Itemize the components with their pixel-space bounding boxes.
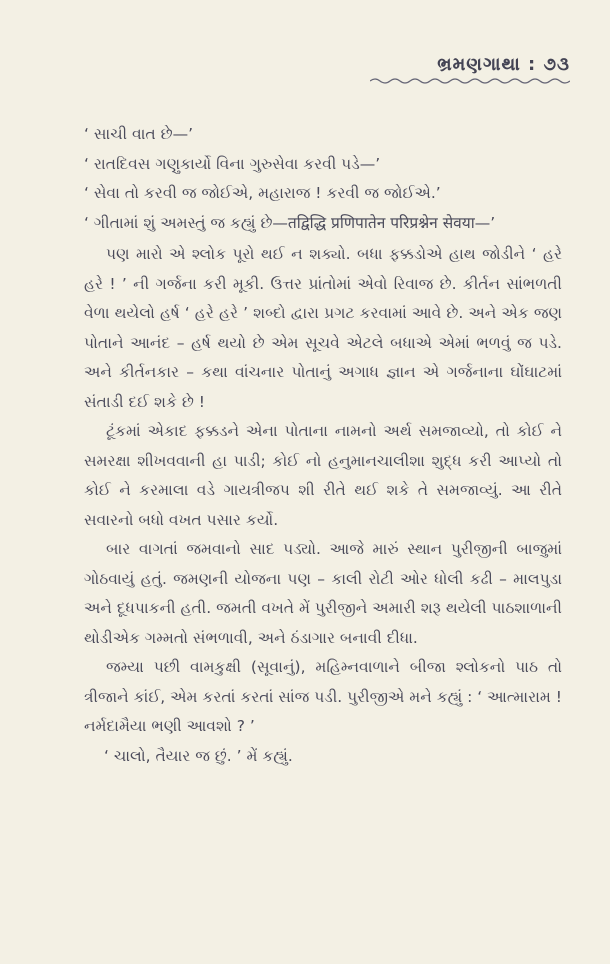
dialog-line: ‘ રાતદિવસ ગણુકાર્યો વિના ગુરુસેવા કરવી પડે—’: [84, 154, 381, 173]
wavy-underline-ornament: [370, 77, 570, 85]
closing-line: ‘ ચાલો, તૈયાર જ છું. ’ મેં કહ્યું.: [104, 746, 293, 765]
page-body: [84, 120, 562, 771]
running-header: [370, 54, 570, 85]
running-title: ભ્રમણગાથા : ૭૩: [437, 54, 570, 75]
paragraph: બાર વાગતાં જમવાનો સાદ પડ્યો. આજે મારું સ્થાન પુરીજીની બાજુમાં ગોઠવાયું હતું. જમણની યોજના પણ – કાલી રોટી ઓર ધોલી કઢી – માલપુડા અને દૂધપાકની હતી. જમતી વખતે મેં પુરીજીને અમારી શરૂ થયેલી પાઠશાળાની થોડીએક ગમ્મતો સંભળાવી, અને ઠંડાગાર બનાવી દીધા.: [84, 540, 562, 647]
dialog-line: ‘ સાચી વાત છે—’: [84, 125, 194, 143]
paragraph: પણ મારો એ શ્લોક પૂરો થઈ ન શક્યો. બધા ફક્કડોએ હાથ જોડીને ‘ હરે હરે ! ’ ની ગર્જના કરી મૂકી. ઉત્તર પ્રાંતોમાં એવો રિવાજ છે. કીર્તન સાંભળતી વેળા થયેલો હર્ષ ‘ હરે હરે ’ શબ્દો દ્વારા પ્રગટ કરવામાં આવે છે. અને એક જણ પોતાને આનંદ – હર્ષ થયો છે એમ સૂચવે એટલે બધાએ એમાં ભળવું જ પડે. અને કીર્તનકાર – કથા વાંચનાર પોતાનું અગાધ જ્ઞાન એ ગર્જનાના ઘોંઘાટમાં સંતાડી દઈ શકે છે !: [84, 245, 562, 411]
paragraph: ટૂંકમાં એકાદ ફક્કડને એના પોતાના નામનો અર્થ સમજાવ્યો, તો કોઈ ને સમરક્ષા શીખવવાની હા પાડી; કોઈ નો હનુમાનચાલીશા શુદ્ધ કરી આપ્યો તો કોઈ ને કરમાલા વડે ગાયત્રીજપ શી રીતે થઈ શકે તે સમજાવ્યું. આ રીતે સવારનો બધો વખત પસાર કર્યો.: [84, 422, 562, 529]
dialog-line: ‘ સેવા તો કરવી જ જોઈએ, મહારાજ ! કરવી જ જોઈએ.’: [84, 184, 441, 202]
dialog-line: ‘ ગીતામાં શું અમસ્તું જ કહ્યું છે—तद्विद्धि प्रणिपातेन परिप्रश्नेन सेवया—’: [84, 213, 496, 232]
paragraph: જમ્યા પછી વામકુક્ષી (સૂવાનું), મહિમ્નવાળાને બીજા શ્લોકનો પાઠ તો ત્રીજાને કાંઈ, એમ કરતાં કરતાં સાંજ પડી. પુરીજીએ મને કહ્યું : ‘ આત્મારામ ! નર્મદામૈયા ભણી આવશો ? ’: [84, 658, 562, 735]
